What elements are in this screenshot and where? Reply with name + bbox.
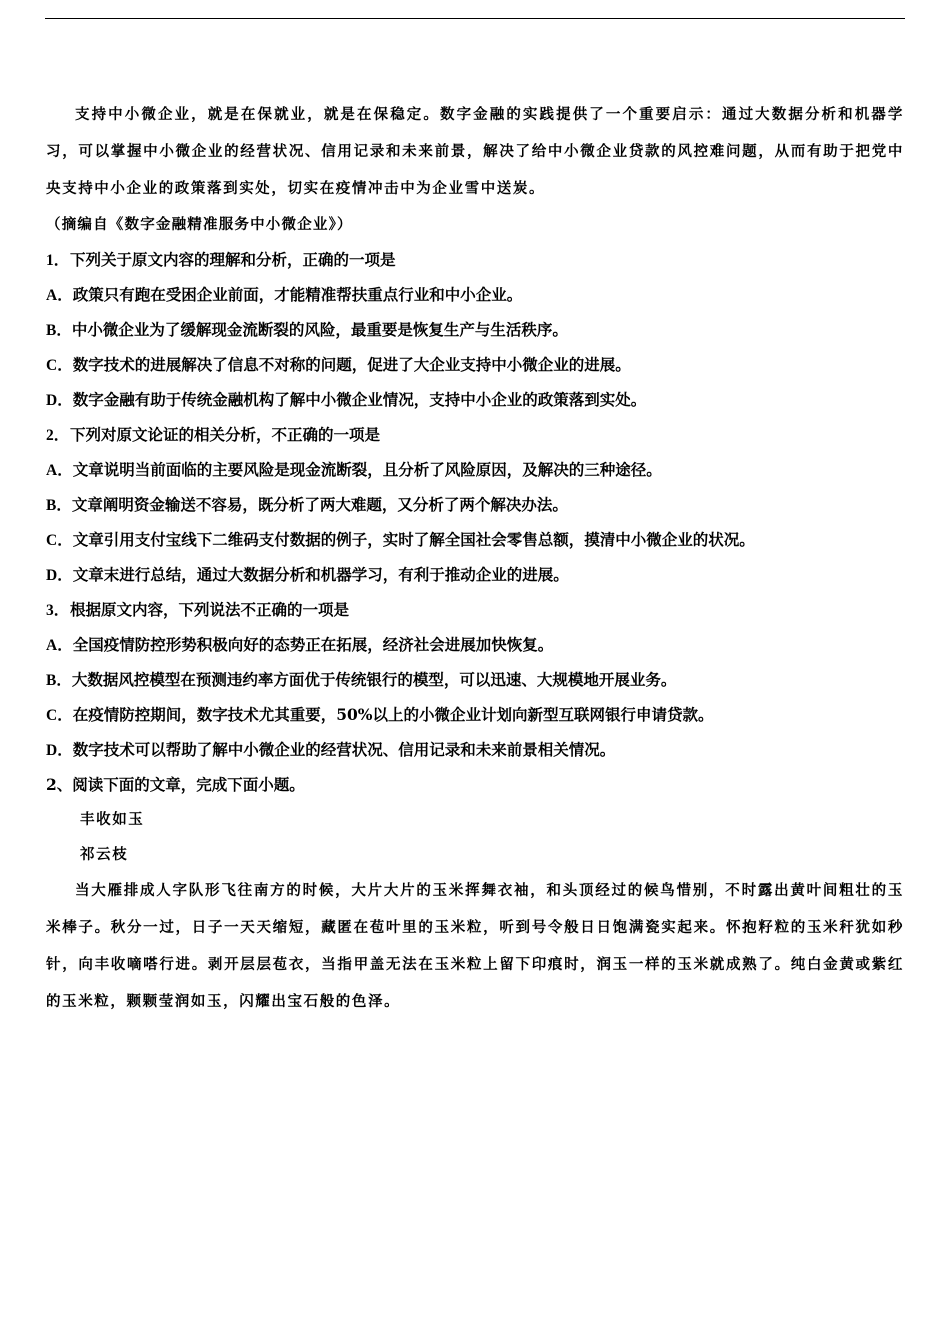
option-text: 文章引用支付宝线下二维码支付数据的例子，实时了解全国社会零售总额，摸清中小微企业的状况。 bbox=[72, 530, 755, 549]
option-label: B． bbox=[46, 322, 72, 339]
option-text: 文章末进行总结，通过大数据分析和机器学习，有利于推动企业的进展。 bbox=[72, 565, 569, 584]
option-text: 文章阐明资金输送不容易，既分析了两大难题，又分析了两个解决办法。 bbox=[71, 495, 568, 514]
question-1-option-b bbox=[46, 312, 904, 347]
question-2-option-d bbox=[46, 557, 904, 592]
question-number: 1． bbox=[46, 252, 70, 269]
option-label: D． bbox=[46, 742, 73, 759]
question-number: 2． bbox=[46, 427, 70, 444]
question-2-option-c bbox=[46, 522, 904, 557]
question-text: 下列对原文论证的相关分析，不正确的一项是 bbox=[70, 425, 381, 444]
question-3-stem bbox=[46, 592, 904, 627]
question-1-option-c bbox=[46, 347, 904, 382]
option-label: C． bbox=[46, 357, 73, 374]
option-text: 数字技术可以帮助了解中小微企业的经营状况、信用记录和未来前景相关情况。 bbox=[72, 740, 616, 759]
article-author: 祁云枝 bbox=[80, 846, 129, 863]
question-number: 3． bbox=[46, 602, 70, 619]
option-label: D． bbox=[46, 392, 73, 409]
option-label: B． bbox=[46, 672, 72, 689]
question-2-option-a bbox=[46, 452, 904, 487]
passage-paragraph: 支持中小微企业，就是在保就业，就是在保稳定。数字金融的实践提供了一个重要启示：通过大数据分析和机器学习，可以掌握中小微企业的经营状况、信用记录和未来前景，解决了给中小微企业贷款的风控难问题，从而有助于把党中央支持中小企业的政策落到实处，切实在疫情冲击中为企业雪中送炭。 bbox=[46, 106, 904, 197]
option-label: B． bbox=[46, 497, 72, 514]
option-text: 数字技术的进展解决了信息不对称的问题，促进了大企业支持中小微企业的进展。 bbox=[72, 355, 631, 374]
question-2-option-b bbox=[46, 487, 904, 522]
question-text: 下列关于原文内容的理解和分析，正确的一项是 bbox=[70, 250, 396, 269]
option-text: 数字金融有助于传统金融机构了解中小微企业情况，支持中小企业的政策落到实处。 bbox=[72, 390, 647, 409]
option-text: 全国疫情防控形势积极向好的态势正在拓展，经济社会进展加快恢复。 bbox=[72, 635, 554, 654]
option-text: 大数据风控模型在预测违约率方面优于传统银行的模型，可以迅速、大规模地开展业务。 bbox=[71, 670, 677, 689]
option-label: D． bbox=[46, 567, 73, 584]
option-label: A． bbox=[46, 637, 73, 654]
question-text: 根据原文内容，下列说法不正确的一项是 bbox=[70, 600, 350, 619]
option-text: 文章说明当前面临的主要风险是现金流断裂，且分析了风险原因，及解决的三种途径。 bbox=[72, 460, 662, 479]
section-2-heading: 2、阅读下面的文章，完成下面小题。 bbox=[46, 775, 305, 794]
header-rule bbox=[45, 18, 905, 19]
option-text: 中小微企业为了缓解现金流断裂的风险，最重要是恢复生产与生活秩序。 bbox=[71, 320, 568, 339]
question-3-option-d bbox=[46, 732, 904, 767]
option-label: C． bbox=[46, 707, 73, 724]
option-label: A． bbox=[46, 462, 73, 479]
document-body bbox=[46, 96, 904, 1020]
question-1-option-d bbox=[46, 382, 904, 417]
article-paragraph: 当大雁排成人字队形飞往南方的时候，大片大片的玉米挥舞衣袖，和头顶经过的候鸟惜别，不时露出黄叶间粗壮的玉米棒子。秋分一过，日子一天天缩短，藏匿在苞叶里的玉米粒，听到号令般日日饱满瓷实起来。怀抱籽粒的玉米秆犹如秒针，向丰收嘀嗒行进。剥开层层苞衣，当指甲盖无法在玉米粒上留下印痕时，润玉一样的玉米就成熟了。纯白金黄或紫红的玉米粒，颗颗莹润如玉，闪耀出宝石般的色泽。 bbox=[46, 882, 904, 1010]
option-text: 在疫情防控期间，数字技术尤其重要，50%以上的小微企业计划向新型互联网银行申请贷款。 bbox=[72, 705, 714, 724]
question-3-option-a bbox=[46, 627, 904, 662]
question-1-stem bbox=[46, 242, 904, 277]
question-3-option-c bbox=[46, 697, 904, 732]
option-label: C． bbox=[46, 532, 73, 549]
passage-source: （摘编自《数字金融精准服务中小微企业》） bbox=[46, 216, 353, 233]
question-2-stem bbox=[46, 417, 904, 452]
option-text: 政策只有跑在受困企业前面，才能精准帮扶重点行业和中小企业。 bbox=[72, 285, 523, 304]
question-1-option-a bbox=[46, 277, 904, 312]
question-3-option-b bbox=[46, 662, 904, 697]
article-title: 丰收如玉 bbox=[80, 811, 145, 828]
option-label: A． bbox=[46, 287, 73, 304]
